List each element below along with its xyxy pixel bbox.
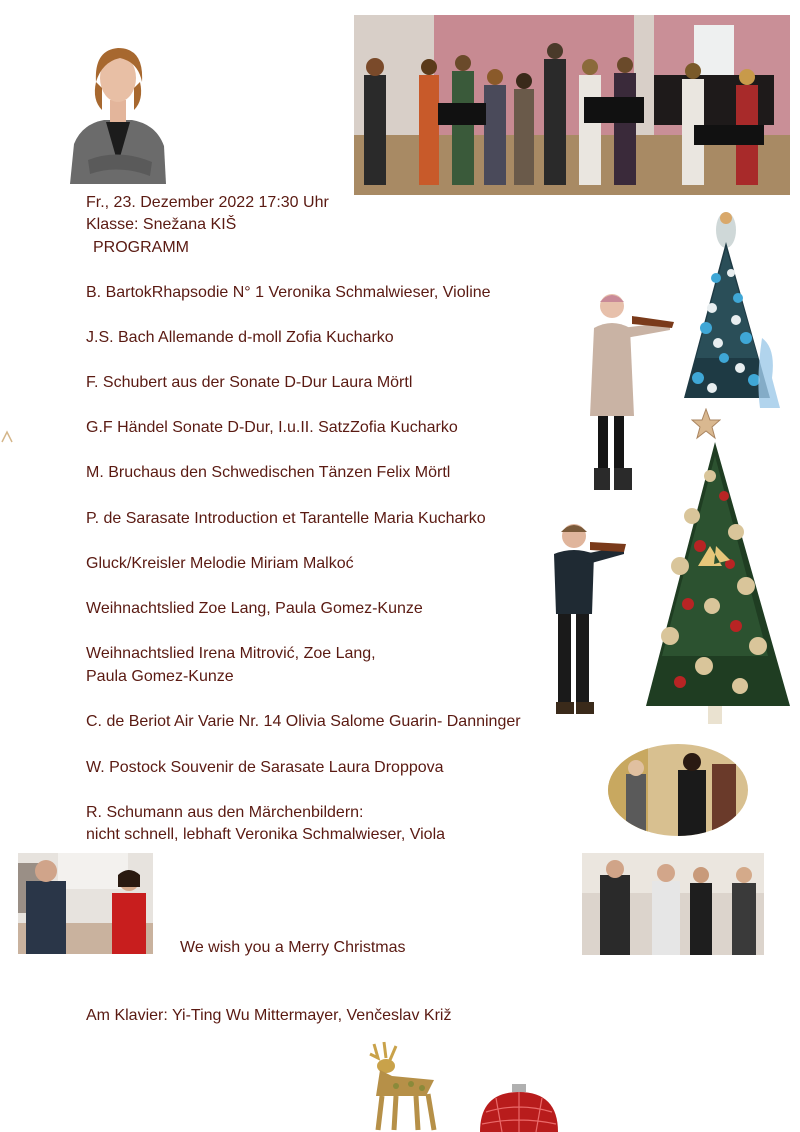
christmas-greeting: We wish you a Merry Christmas xyxy=(180,939,406,956)
program-item: J.S. Bach Allemande d-moll Zofia Kucharko xyxy=(86,329,394,346)
program-item: M. Bruchaus den Schwedischen Tänzen Felix Mörtl xyxy=(86,464,451,481)
program-item-continued: nicht schnell, lebhaft Veronika Schmalwieser, Viola xyxy=(86,826,446,843)
ornament-icon xyxy=(476,1082,562,1132)
program-item: B. BartokRhapsodie N° 1 Veronika Schmalwieser, Violine xyxy=(86,284,491,301)
reception-photo xyxy=(582,853,764,955)
christmas-tree-gold-icon xyxy=(640,436,795,728)
program-item: G.F Händel Sonate D-Dur, I.u.II. SatzZofia Kucharko xyxy=(86,419,458,436)
program-item-continued: Paula Gomez-Kunze xyxy=(86,668,234,685)
program-item: W. Postock Souvenir de Sarasate Laura Droppova xyxy=(86,759,444,776)
christmas-tree-blue-icon xyxy=(676,208,786,413)
program-item: C. de Beriot Air Varie Nr. 14 Olivia Salome Guarin- Danninger xyxy=(86,713,521,730)
sparkle-icon xyxy=(0,430,14,444)
boy-violinist-figure xyxy=(534,514,629,719)
program-item: Gluck/Kreisler Melodie Miriam Malkoć xyxy=(86,555,354,572)
program-item: F. Schubert aus der Sonate D-Dur Laura Mörtl xyxy=(86,374,413,391)
reindeer-icon xyxy=(356,1040,442,1132)
teachers-photo xyxy=(18,853,153,954)
orchestra-photo xyxy=(354,15,790,195)
programm-heading: PROGRAMM xyxy=(93,239,189,256)
program-item: P. de Sarasate Introduction et Tarantelle Maria Kucharko xyxy=(86,510,486,527)
program-item: Weihnachtslied Zoe Lang, Paula Gomez-Kunze xyxy=(86,600,423,617)
program-item: R. Schumann aus den Märchenbildern: xyxy=(86,804,364,821)
program-item: Weihnachtslied Irena Mitrović, Zoe Lang, xyxy=(86,645,376,662)
class-line: Klasse: Snežana KIŠ xyxy=(86,216,237,233)
piano-accompanists: Am Klavier: Yi-Ting Wu Mittermayer, Venčeslav Križ xyxy=(86,1007,452,1024)
concert-date: Fr., 23. Dezember 2022 17:30 Uhr xyxy=(86,194,329,211)
teacher-portrait xyxy=(68,32,168,184)
rehearsal-photo-oval xyxy=(608,744,748,836)
